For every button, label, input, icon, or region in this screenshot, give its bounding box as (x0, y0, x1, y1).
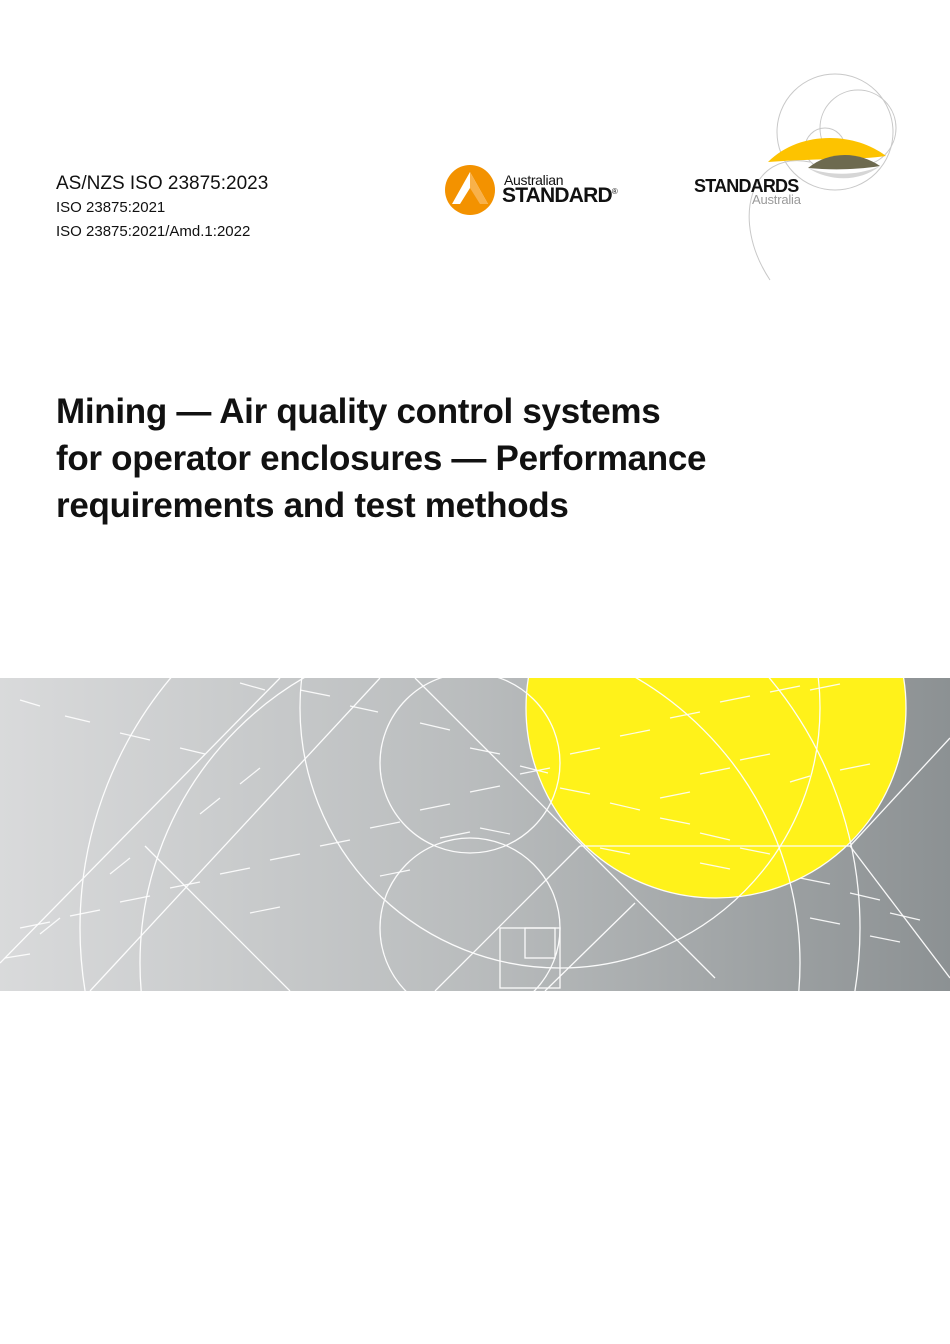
title-line-1: Mining — Air quality control systems (56, 392, 661, 431)
australian-standard-logo (444, 162, 634, 216)
australian-standard-big-text: STANDARD® (502, 184, 617, 207)
title-line-2: for operator enclosures — Performance (56, 439, 707, 478)
standards-australia-small-text: Australia (752, 192, 801, 207)
decorative-banner (0, 678, 950, 991)
standard-id-amendment: ISO 23875:2021/Amd.1:2022 (56, 223, 251, 240)
standard-id-primary: AS/NZS ISO 23875:2023 (56, 173, 269, 194)
australian-standard-small-text: Australian (504, 172, 564, 188)
title-line-3: requirements and test methods (56, 486, 569, 525)
standards-australia-big-text: STANDARDS (694, 176, 799, 196)
standard-id-iso: ISO 23875:2021 (56, 199, 166, 216)
registered-mark: ® (611, 187, 617, 196)
document-title (56, 388, 876, 529)
australian-standard-triangle-icon (444, 164, 496, 216)
standards-australia-logo (690, 70, 910, 285)
standard-identifiers (56, 172, 268, 244)
